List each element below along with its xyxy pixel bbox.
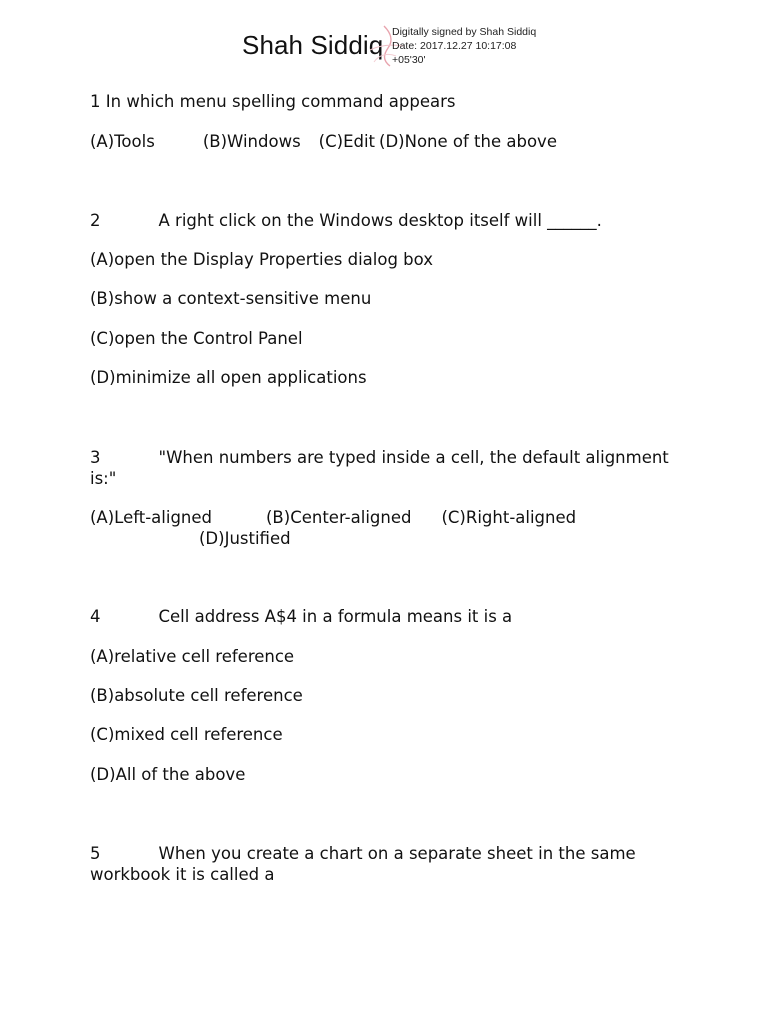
- option-b: (B)Center-aligned: [266, 508, 412, 527]
- option-c: (C)Edit: [318, 132, 376, 151]
- question-3-options-line-1: [90, 508, 576, 529]
- option-b: (B)show a context-sensitive menu: [90, 289, 372, 308]
- question-number: 2: [90, 211, 101, 230]
- option-b: (B)Windows: [202, 132, 301, 151]
- question-1: [90, 92, 455, 113]
- question-4: [90, 607, 512, 628]
- question-number: 4: [90, 607, 101, 626]
- question-number: 1: [90, 92, 101, 111]
- question-number: 5: [90, 844, 101, 863]
- option-d: (D)Justified: [199, 529, 291, 548]
- option-c: (C)open the Control Panel: [90, 329, 303, 348]
- option-d: (D)minimize all open applications: [90, 368, 367, 387]
- question-1-options: [90, 132, 557, 153]
- option-d: (D)All of the above: [90, 765, 246, 784]
- option-a: (A)Tools: [90, 132, 155, 151]
- question-text: In which menu spelling command appears: [105, 92, 456, 111]
- option-b: (B)absolute cell reference: [90, 686, 303, 705]
- question-number: 3: [90, 448, 101, 467]
- signature-date: Date: 2017.12.27 10:17:08: [392, 40, 517, 52]
- question-3-options-line-2: [90, 529, 291, 550]
- question-2: [90, 211, 602, 232]
- option-c: (C)mixed cell reference: [90, 725, 283, 744]
- option-d: (D)None of the above: [379, 132, 557, 151]
- question-text: Cell address A$4 in a formula means it is a: [158, 607, 513, 626]
- signature-signed-by: Digitally signed by Shah Siddiq: [392, 26, 537, 38]
- signature-details: [392, 25, 536, 67]
- question-text: A right click on the Windows desktop itself will ______.: [158, 211, 602, 230]
- question-text: "When numbers are typed inside a cell, the default alignment is:": [90, 448, 669, 488]
- question-text: When you create a chart on a separate sheet in the same workbook it is called a: [90, 844, 636, 884]
- question-5: [90, 844, 680, 885]
- signer-name: Shah Siddiq: [242, 30, 384, 60]
- option-c: (C)Right-aligned: [441, 508, 577, 527]
- digital-signature: [240, 22, 560, 72]
- option-a: (A)Left-aligned: [90, 508, 212, 527]
- question-3: [90, 448, 680, 489]
- option-a: (A)open the Display Properties dialog box: [90, 250, 433, 269]
- option-a: (A)relative cell reference: [90, 647, 295, 666]
- signature-timezone: +05'30': [392, 54, 426, 66]
